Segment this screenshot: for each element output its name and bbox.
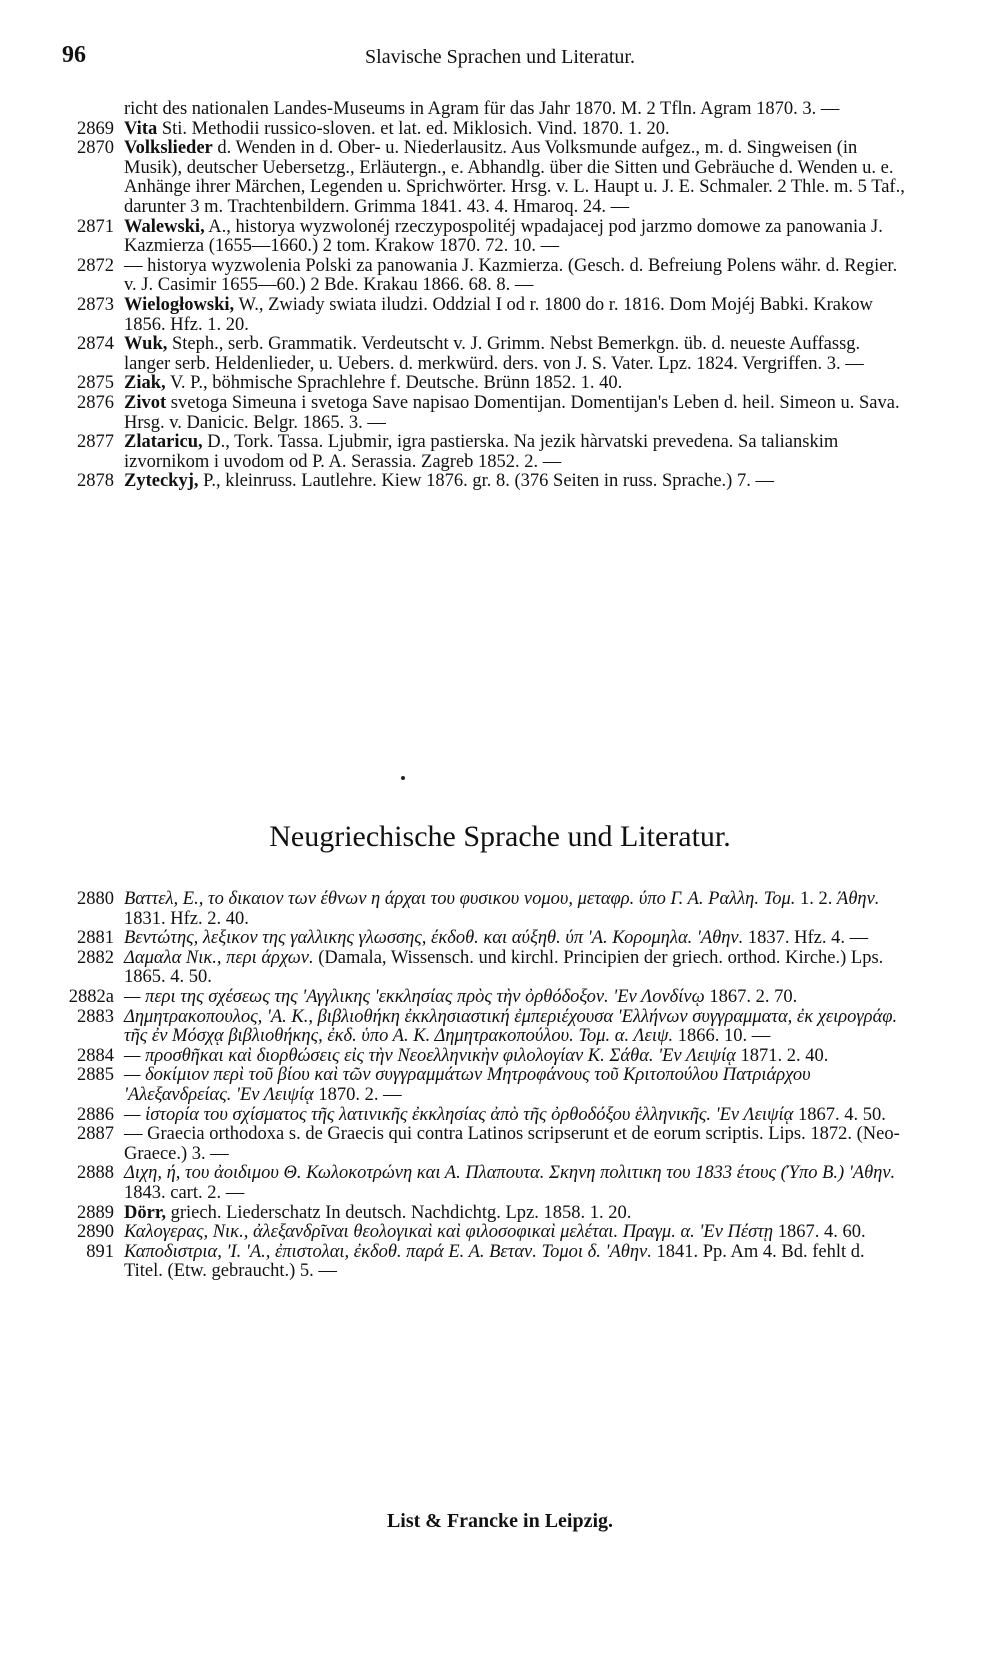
catalog-entry xyxy=(62,1008,907,1047)
author-name: Wielogłowski, xyxy=(124,294,235,315)
entry-number: 2882a xyxy=(68,986,114,1007)
entry-number: 2873 xyxy=(77,294,114,315)
catalog-entry xyxy=(62,1164,907,1203)
entry-number: 2880 xyxy=(77,889,114,909)
entry-text: 1867. 4. 60. xyxy=(773,1222,866,1243)
entry-text: 1843. cart. 2. — xyxy=(124,1182,245,1203)
entry-number: 2876 xyxy=(77,392,114,413)
entry-text: richt des nationalen Landes-Museums in Agram für das Jahr 1870. M. 2 Tfln. Agram 1870. 3. — xyxy=(124,99,840,119)
greek-title: Βαττελ, Ε., το δικαιον των έθνων η άρχαι του φυσικου νομου, μεταφρ. ύπο Γ. Α. Ραλλη. Τομ. xyxy=(124,889,796,909)
greek-title: Διχη, ή, του ἀοιδιμου Θ. Κωλοκοτρώνη και Α. Πλαπουτα. Σκηνη πολιτικη του 1833 έτους (Ύπο Β.) 'Αθην. xyxy=(124,1163,896,1184)
entry-text: Steph., serb. Grammatik. Verdeutscht v. J. Grimm. Nebst Bemerkgn. üb. d. neueste Auffassg. langer serb. Heldenlieder, u. Uebers. d. merkwürd. ders. von J. S. Vater. Lpz. 1824. Vergriffen. 3. — xyxy=(124,334,864,374)
greek-title: Βεντώτης, λεξικον της γαλλικης γλωσσης, έκδοθ. και αύξηθ. ύπ 'Α. Κορομηλα. 'Αθην. xyxy=(124,928,744,949)
entry-number: 2884 xyxy=(77,1045,114,1066)
catalog-entry xyxy=(62,1223,907,1243)
entry-number: 2874 xyxy=(77,334,114,355)
entry-text: P., kleinruss. Lautlehre. Kiew 1876. gr. 8. (376 Seiten in russ. Sprache.) 7. — xyxy=(198,471,774,492)
entry-number: 2871 xyxy=(77,216,114,237)
author-name: Zivot xyxy=(124,392,167,413)
entry-text: 1837. Hfz. 4. — xyxy=(743,928,869,949)
entry-number: 2881 xyxy=(77,928,114,949)
entry-text: 1867. 4. 50. xyxy=(793,1104,886,1125)
running-title: Slavische Sprachen und Literatur. xyxy=(365,46,635,68)
slavic-entry-list xyxy=(62,120,907,492)
entry-text: d. Wenden in d. Ober- u. Niederlausitz. Aus Volksmunde aufgez., m. d. Singweisen (in Musik), deutscher Uebersetzg., Erläutergn., e. Abhandlg. über die Sitten und Gebräuche d. Wenden u. e. Anhänge ihrer Märchen, Legenden u. Sprichwörter. Hrsg. v. L. Haupt u. J. E. Schmaler. 2 Thle. m. 5 Taf., darunter 3 m. Trachtenbildern. Grimma 1841. 43. 4. Hmaroq. 24. — xyxy=(124,138,905,217)
greek-title: — ἱστορία του σχίσματος τῆς λατινικῆς ἐκκλησίας ἀπὸ τῆς ὀρθοδόξου ἑλληνικῆς. 'Εν Λειψίᾳ xyxy=(124,1104,794,1125)
catalog-entry xyxy=(62,120,907,140)
entry-text: 1. 2. xyxy=(795,889,838,909)
catalog-entry xyxy=(62,257,907,296)
entry-text: Sti. Methodii russico-sloven. et lat. ed. Miklosich. Vind. 1870. 1. 20. xyxy=(157,118,670,139)
catalog-entry xyxy=(62,949,907,988)
catalog-entry xyxy=(62,218,907,257)
author-name: Walewski, xyxy=(124,216,205,237)
entry-text: 1871. 2. 40. xyxy=(735,1045,829,1066)
greek-title: Δημητρακοπουλος, 'Α. Κ., βιβλιοθήκη ἐκκλησιαστική ἐμπεριέχουσα 'Ελλήνων συγγραμματα, ἐκ χειρογράφ. τῆς ἐν Μόσχᾳ βιβλιοθήκης, ἐκδ. ὑπο Α. Κ. Δημητρακοπούλου. Τομ. α. Λειψ. xyxy=(124,1006,898,1047)
entry-number: 891 xyxy=(86,1241,114,1262)
entry-number: 2882 xyxy=(77,947,114,968)
author-name: Dörr, xyxy=(124,1202,166,1223)
entry-number: 2870 xyxy=(77,138,114,159)
author-name: Vita xyxy=(124,118,158,139)
entry-number: 2878 xyxy=(77,471,114,492)
entry-text: W., Zwiady swiata iludzi. Oddzial I od r. 1800 do r. 1816. Dom Mojéj Babki. Krakow 1856. Hfz. 1. 20. xyxy=(124,294,873,335)
entry-text: 1867. 2. 70. xyxy=(704,986,798,1007)
catalog-entry xyxy=(62,1106,907,1126)
greek-entry-list xyxy=(62,890,907,1282)
greek-place: Άθην. xyxy=(837,889,880,909)
greek-title: Καλογερας, Νικ., ἀλεξανδρῖναι θεολογικαὶ καὶ φιλοσοφικαὶ μελέται. Πραγμ. α. 'Εν Πέστῃ xyxy=(124,1222,774,1243)
catalog-entry xyxy=(62,1047,907,1067)
catalog-entry xyxy=(62,335,907,374)
entry-number: 2877 xyxy=(77,432,114,453)
entry-number: 2888 xyxy=(77,1163,114,1184)
author-name: Ziak, xyxy=(124,373,166,394)
catalog-entry xyxy=(62,890,907,929)
entry-number: 2885 xyxy=(77,1065,114,1086)
greek-title: Καποδιστρια, 'Ι. 'Α., ἐπιστολαι, ἐκδοθ. παρά Ε. Α. Βεταν. Τομοι δ. 'Αθην. xyxy=(124,1241,652,1262)
entry-text-end: 1831. Hfz. 2. 40. xyxy=(124,908,249,929)
entry-text: (Damala, Wissensch. und kirchl. Principien der griech. orthod. Kirche.) Lps. 1865. 4. 50. xyxy=(124,947,884,988)
entry-text: — historya wyzwolenia Polski za panowania J. Kazmierza. (Gesch. d. Befreiung Polens währ. d. Regier. v. J. Casimir 1655—60.) 2 Bde. Krakau 1866. 68. 8. — xyxy=(124,255,898,296)
entry-text: 1841. Pp. Am 4. Bd. fehlt d. Titel. (Etw. gebraucht.) 5. — xyxy=(124,1241,865,1282)
entry-number: 2872 xyxy=(77,255,114,276)
author-name: Wuk, xyxy=(124,334,168,355)
greek-title: — προσθῆκαι καὶ διορθώσεις εἰς τὴν Νεοελληνικὴν φιλολογίαν Κ. Σάθα. 'Εν Λειψίᾳ xyxy=(124,1045,736,1066)
entry-text: griech. Liederschatz In deutsch. Nachdichtg. Lpz. 1858. 1. 20. xyxy=(165,1202,632,1223)
entry-text: D., Tork. Tassa. Ljubmir, igra pastierska. Na jezik hàrvatski prevedena. Sa talianskim izvornikom i uvodom od P. A. Serassia. Zagreb 1852. 2. — xyxy=(124,432,839,472)
entry-number: 2889 xyxy=(77,1202,114,1223)
catalog-entry xyxy=(62,1243,907,1282)
author-name: Zyteckyj, xyxy=(124,471,199,492)
entry-text: A., historya wyzwolonéj rzeczypospolitéj wpadajacej pod jarzmo domowe za panowania J. Kazmierza (1655—1660.) 2 tom. Krakow 1870. 72. 10. — xyxy=(124,216,883,257)
entry-text: 1870. 2. — xyxy=(313,1084,402,1105)
entry-text: V. P., böhmische Sprachlehre f. Deutsche. Brünn 1852. 1. 40. xyxy=(165,373,623,394)
author-name: Volkslieder xyxy=(124,138,213,159)
greek-title: — δοκίμιον περὶ τοῦ βίου καὶ τῶν συγγραμμάτων Μητροφάνους τοῦ Κριτοπούλου Πατριάρχου 'Αλεξανδρείας. 'Εν Λειψίᾳ xyxy=(124,1065,811,1105)
separator-dot xyxy=(401,776,405,780)
publisher-footer: List & Francke in Leipzig. xyxy=(386,1510,614,1532)
catalog-entry xyxy=(62,394,907,433)
catalog-entry xyxy=(62,296,907,335)
greek-title: Δαμαλα Νικ., περι άρχων. xyxy=(124,947,314,968)
greek-section xyxy=(62,890,907,1282)
catalog-entry xyxy=(62,139,907,217)
greek-title: — περι της σχέσεως της 'Αγγλικης 'εκκλησίας πρὸς τὴν ὀρθόδοξον. 'Εν Λονδίνῳ xyxy=(124,986,705,1007)
continuation-entry xyxy=(62,100,907,120)
catalog-entry xyxy=(62,1066,907,1105)
entry-number: 2887 xyxy=(77,1124,114,1145)
section-title: Neugriechische Sprache und Literatur. xyxy=(269,820,731,853)
catalog-entry xyxy=(62,988,907,1008)
entry-number: 2883 xyxy=(77,1006,114,1027)
entry-text: — Graecia orthodoxa s. de Graecis qui contra Latinos scripserunt et de eorum scriptis. Lips. 1872. (Neo-Graece.) 3. — xyxy=(124,1124,900,1164)
catalog-entry xyxy=(62,1125,907,1164)
entry-number: 2869 xyxy=(77,118,114,139)
entry-text: 1866. 10. — xyxy=(673,1026,771,1047)
catalog-entry xyxy=(62,929,907,949)
entry-number: 2875 xyxy=(77,373,114,394)
entry-number: 2890 xyxy=(77,1222,114,1243)
page-number: 96 xyxy=(62,42,86,68)
catalog-entry xyxy=(62,472,907,492)
entry-number: 2886 xyxy=(77,1104,114,1125)
slavic-section xyxy=(62,100,907,492)
catalog-entry xyxy=(62,1204,907,1224)
entry-text: svetoga Simeuna i svetoga Save napisao Domentijan. Domentijan's Leben d. heil. Simeon u. Sava. Hrsg. v. Danicic. Belgr. 1865. 3. — xyxy=(124,392,900,433)
catalog-entry xyxy=(62,374,907,394)
author-name: Zlataricu, xyxy=(124,432,203,453)
catalog-entry xyxy=(62,433,907,472)
